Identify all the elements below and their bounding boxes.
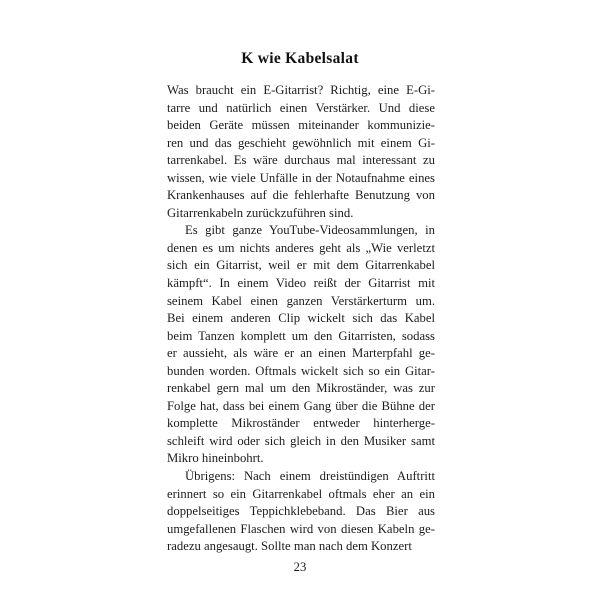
text-line: denen es um nichts anderes geht als „Wie verletzt [167, 240, 435, 255]
paragraph-3 [167, 468, 435, 556]
text-line: komplette Mikroständer entweder hinterherge- [167, 416, 435, 431]
paragraph-1 [167, 82, 435, 222]
text-line: tarrenkabel. Es wäre durchaus mal interessant zu [167, 153, 435, 168]
page-title: K wie Kabelsalat [241, 50, 359, 68]
text-line: renkabel gern mal um den Mikroständer, was zur [167, 381, 435, 396]
text-line: Gitarrenkabeln zurückzuführen sind. [167, 205, 354, 220]
page-number: 23 [293, 560, 307, 574]
text-line: erinnert so ein Gitarrenkabel oftmals eher an ein [167, 486, 435, 501]
text-line: Folge hat, dass bei einem Gang über die Bühne der [167, 398, 435, 413]
paragraph-2 [167, 222, 435, 468]
text-line: Übrigens: Nach einem dreistündigen Auftritt [185, 469, 435, 484]
text-line: Mikro hineinbohrt. [167, 451, 264, 466]
text-line: kämpft“. In einem Video reißt der Gitarrist mit [167, 276, 435, 291]
text-line: Bei einem anderen Clip wickelt sich das Kabel [167, 311, 435, 326]
text-line: sich ein Gitarrist, weil er mit dem Gitarrenkabel [167, 258, 435, 273]
text-line: ren und das geschieht gewöhnlich mit einem Gi- [167, 135, 435, 150]
text-line: beiden Geräte müssen miteinander kommunizie- [167, 118, 435, 133]
text-line: tarre und natürlich einen Verstärker. Und diese [167, 100, 435, 115]
body-text-block [167, 82, 435, 556]
text-line: doppelseitiges Teppichklebeband. Das Bier aus [167, 504, 435, 519]
text-line: radezu angesaugt. Sollte man nach dem Konzert [167, 539, 412, 554]
text-line: Es gibt ganze YouTube-Videosammlungen, in [185, 223, 435, 238]
text-line: er aussieht, als wäre er an einen Marterpfahl ge- [167, 346, 435, 361]
text-line: schleift wird oder sich gleich in den Musiker samt [167, 433, 435, 448]
text-line: umgefallenen Flaschen wird von diesen Kabeln ge- [167, 521, 435, 536]
text-line: Krankenhauses auf die fehlerhafte Benutzung von [167, 188, 435, 203]
text-line: beim Tanzen komplett um den Gitarristen, sodass [167, 328, 435, 343]
text-line: Was braucht ein E-Gitarrist? Richtig, eine E-Gi- [167, 83, 435, 97]
text-line: bunden worden. Oftmals wickelt sich so ein Gitar- [167, 363, 435, 378]
text-line: seinem Kabel einen ganzen Verstärkerturm um. [167, 293, 435, 308]
text-line: wissen, wie viele Unfälle in der Notaufnahme eines [167, 170, 435, 185]
